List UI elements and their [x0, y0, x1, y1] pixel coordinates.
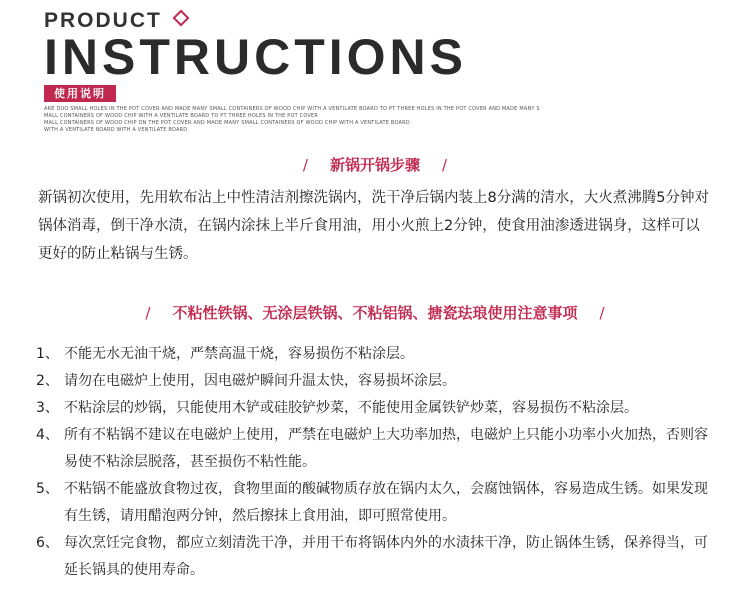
list-item [36, 368, 716, 395]
list-item [36, 395, 716, 422]
list-item [36, 422, 716, 476]
fine-print [44, 106, 604, 134]
item-text: 不能无水无油干烧，严禁高温干烧，容易损伤不粘涂层。 [64, 346, 414, 362]
item-number: 1、 [36, 346, 59, 362]
slash-right: / [442, 156, 448, 174]
fine-print-line: MALL CONTAINERS OF WOOD CHIP WITH A VENTILATE BOARD TO PT THREE HOLES IN THE POT COVER [44, 113, 319, 119]
slash-left: / [145, 304, 151, 322]
section2-title-text: 不粘性铁锅、无涂层铁锅、不粘铝锅、搪瓷珐琅使用注意事项 [172, 304, 578, 322]
section1-title [0, 154, 750, 175]
usage-badge: 使用说明 [44, 85, 116, 102]
fine-print-line: MALL CONTAINERS OF WOOD CHIP ON THE POT COVER AND MADE MANY SMALL CONTAINERS OF WOOD CHIP WITH A VENTILATE BOARD [44, 120, 410, 126]
item-text: 每次烹饪完食物，都应立刻清洗干净，并用干布将锅体内外的水渍抹干净，防止锅体生锈，保养得当，可延长锅具的使用寿命。 [64, 535, 708, 578]
list-item [36, 341, 716, 368]
product-label: PRODUCT [44, 9, 162, 32]
slash-right: / [599, 304, 605, 322]
section1-paragraph: 新锅初次使用，先用软布沾上中性清洁剂擦洗锅内，洗干净后锅内装上8分满的清水，大火煮沸腾5分钟对锅体消毒，倒干净水渍，在锅内涂抹上半斤食用油，用小火煎上2分钟，使食用油渗透进锅身，这样可以更好的防止粘锅与生锈。 [38, 190, 709, 262]
item-number: 2、 [36, 373, 59, 389]
item-text: 请勿在电磁炉上使用，因电磁炉瞬间升温太快，容易损坏涂层。 [64, 373, 456, 389]
item-number: 6、 [36, 535, 59, 551]
section1-title-text: 新锅开锅步骤 [329, 156, 420, 174]
item-text: 所有不粘锅不建议在电磁炉上使用，严禁在电磁炉上大功率加热，电磁炉上只能小功率小火加热，否则容易使不粘涂层脱落，甚至损伤不粘性能。 [64, 427, 708, 470]
fine-print-line: ARE DUO SMALL HOLES IN THE POT COVER AND MADE MANY SMALL CONTAINERS OF WOOD CHIP WITH A VENTILATE BOARD TO PT THREE HOLES IN THE POT COVER AND MADE MANY S [44, 106, 540, 112]
item-text: 不粘涂层的炒锅，只能使用木铲或硅胶铲炒菜，不能使用金属铁铲炒菜，容易损伤不粘涂层。 [64, 400, 638, 416]
instructions-title: INSTRUCTIONS [44, 29, 467, 85]
section2-title [0, 302, 750, 323]
item-number: 4、 [36, 427, 59, 443]
slash-left: / [302, 156, 308, 174]
header [44, 10, 724, 134]
item-text: 不粘锅不能盛放食物过夜，食物里面的酸碱物质存放在锅内太久，会腐蚀锅体，容易造成生锈。如果发现有生锈，请用醋泡两分钟，然后擦抹上食用油，即可照常使用。 [64, 481, 708, 524]
list-item [36, 476, 716, 530]
item-number: 3、 [36, 400, 59, 416]
notes-list [36, 341, 716, 584]
fine-print-line: WITH A VENTILATE BOARD WITH A VENTILATE BOARD [44, 127, 188, 133]
list-item [36, 530, 716, 584]
item-number: 5、 [36, 481, 59, 497]
diamond-icon [172, 10, 189, 27]
